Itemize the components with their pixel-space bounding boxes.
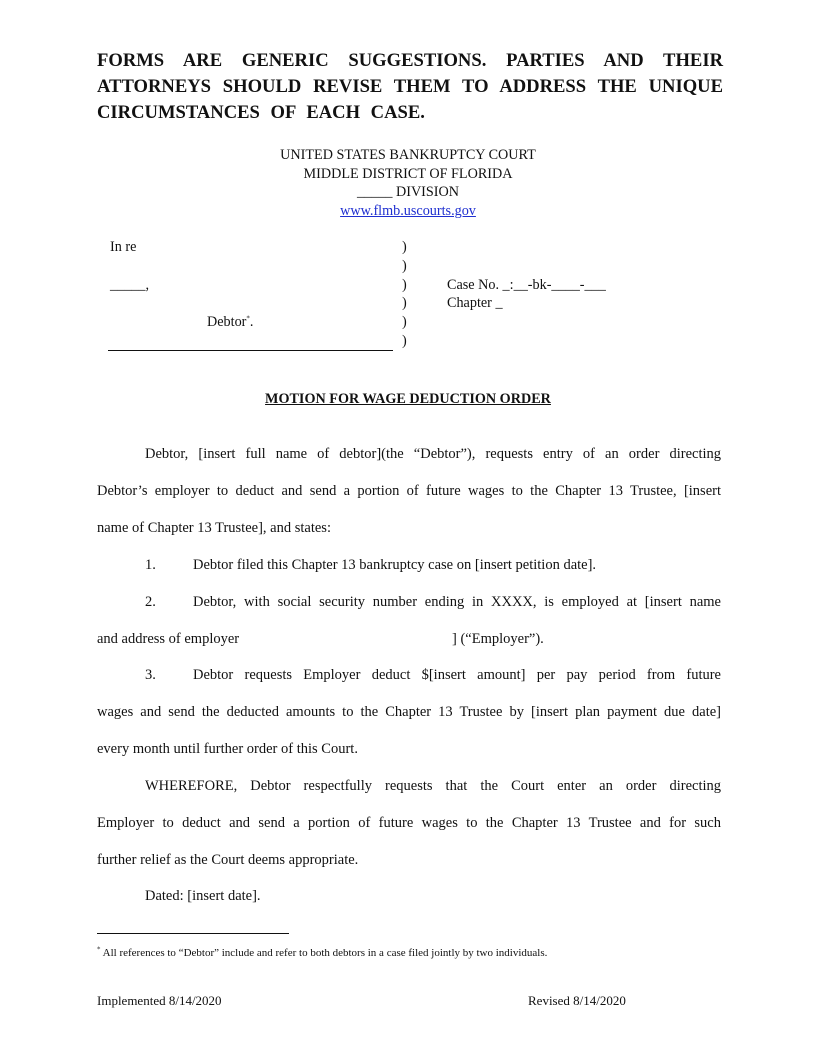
footnote-mark: * — [97, 945, 101, 954]
footnote-divider — [97, 933, 289, 934]
item-1-number: 1. — [145, 557, 156, 573]
intro-line-1: Debtor, [insert full name of debtor](the “Debtor”), requests entry of an order directing — [145, 446, 721, 462]
document-title: MOTION FOR WAGE DEDUCTION ORDER — [265, 391, 551, 407]
debtor-label-period: . — [249, 314, 254, 330]
wherefore-line-1: WHEREFORE, Debtor respectfully requests that the Court enter an order directing — [145, 778, 721, 794]
caption-case-number: Case No. _:__-bk-____-___ — [447, 277, 606, 293]
court-division: _____ DIVISION — [356, 184, 460, 200]
footnote-reference-mark[interactable]: * — [246, 314, 250, 323]
generic-forms-disclaimer: FORMS ARE GENERIC SUGGESTIONS. PARTIES AND THEIR ATTORNEYS SHOULD REVISE THEM TO ADDRESS THE UNIQUE CIRCUMSTANCES OF EACH CASE. — [97, 50, 723, 123]
court-name: UNITED STATES BANKRUPTCY COURT — [280, 147, 536, 163]
item-1-text: Debtor filed this Chapter 13 bankruptcy case on [insert petition date]. — [193, 557, 597, 573]
caption-paren: ) — [402, 277, 407, 293]
footnote — [97, 946, 547, 960]
item-2-number: 2. — [145, 594, 156, 610]
item-3-line-2: wages and send the deducted amounts to the Chapter 13 Trustee by [insert plan payment due date] — [97, 704, 721, 720]
item-2-line-2-end: ] (“Employer”). — [452, 631, 544, 647]
caption-paren: ) — [402, 333, 407, 349]
caption-divider — [108, 350, 393, 351]
caption-paren: ) — [402, 239, 407, 255]
item-3-line-1: Debtor requests Employer deduct $[insert amount] per pay period from future — [193, 667, 721, 683]
item-3-number: 3. — [145, 667, 156, 683]
caption-paren: ) — [402, 314, 407, 330]
footnote-text: All references to “Debtor” include and refer to both debtors in a case filed jointly by two individuals. — [100, 947, 548, 959]
court-website-line — [0, 202, 816, 221]
caption-debtor-label — [207, 313, 253, 332]
court-district: MIDDLE DISTRICT OF FLORIDA — [303, 166, 513, 182]
caption-paren: ) — [402, 258, 407, 274]
item-3-line-3: every month until further order of this Court. — [97, 741, 358, 757]
caption-paren: ) — [402, 295, 407, 311]
caption-debtor-blank: _____, — [110, 277, 150, 293]
dated-line: Dated: [insert date]. — [145, 888, 261, 904]
debtor-label-text: Debtor — [207, 314, 247, 330]
item-2-line-2: and address of employer — [97, 631, 240, 647]
court-website-link[interactable]: www.flmb.uscourts.gov — [340, 203, 476, 219]
caption-in-re: In re — [110, 239, 137, 255]
wherefore-line-2: Employer to deduct and send a portion of future wages to the Chapter 13 Trustee and for such — [97, 815, 721, 831]
footer-revised-date: Revised 8/14/2020 — [528, 993, 626, 1008]
item-2-line-1: Debtor, with social security number ending in XXXX, is employed at [insert name — [193, 594, 721, 610]
footer-implemented-date: Implemented 8/14/2020 — [97, 993, 222, 1008]
caption-chapter: Chapter _ — [447, 295, 503, 311]
intro-line-3: name of Chapter 13 Trustee], and states: — [97, 520, 331, 536]
intro-line-2: Debtor’s employer to deduct and send a portion of future wages to the Chapter 13 Trustee, [insert — [97, 483, 721, 499]
wherefore-line-3: further relief as the Court deems appropriate. — [97, 852, 359, 868]
